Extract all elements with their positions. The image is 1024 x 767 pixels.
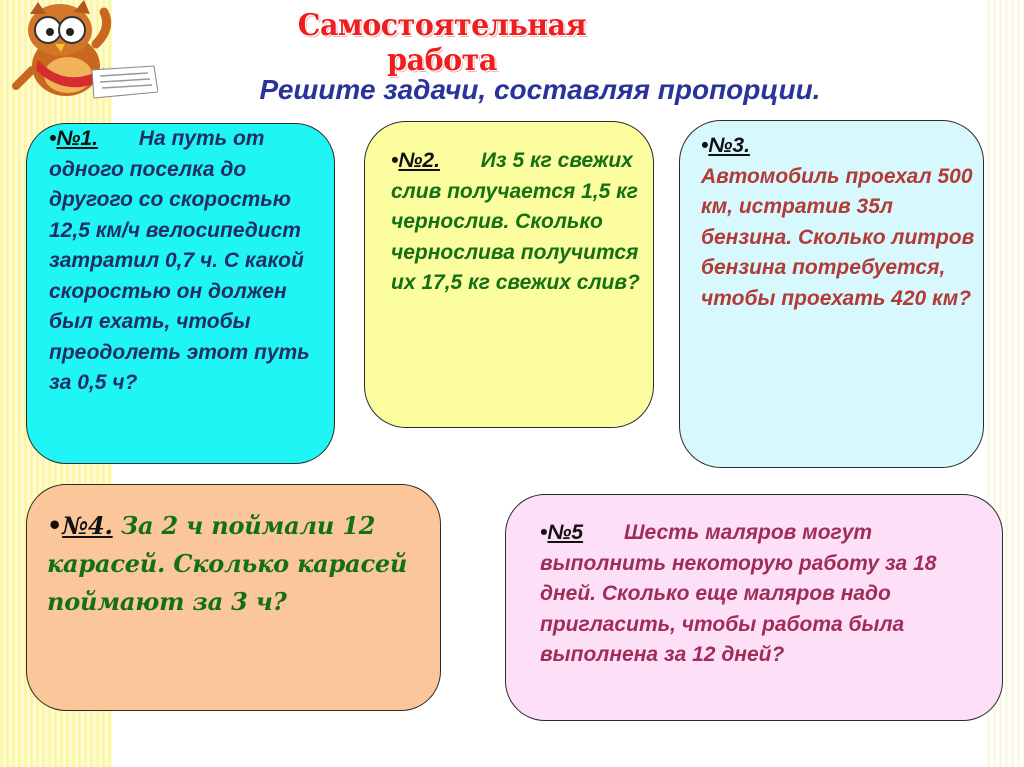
task-1-number: №1. bbox=[56, 127, 98, 150]
bullet-icon: • bbox=[701, 134, 709, 157]
task-4-number: №4. bbox=[62, 511, 113, 540]
bullet-icon: • bbox=[540, 521, 548, 544]
task-2-number: №2. bbox=[398, 149, 440, 172]
task-3-paragraph bbox=[701, 131, 975, 314]
task-4-text: За 2 ч поймали 12 карасей. Сколько карасей поймают за 3 ч? bbox=[47, 511, 408, 616]
task-4-paragraph bbox=[47, 507, 430, 621]
paper-sheet-icon bbox=[92, 66, 158, 98]
task-card-2 bbox=[364, 121, 654, 428]
task-1-paragraph bbox=[49, 124, 334, 399]
task-1-text: На путь от одного поселка до другого со скоростью 12,5 км/ч велосипедист затратил 0,7 ч. С какой скоростью он должен был ехать, чтобы преодолеть этот путь за 0,5 ч? bbox=[49, 127, 310, 394]
task-3-number: №3. bbox=[708, 134, 750, 157]
task-2-text: Из 5 кг свежих слив получается 1,5 кг чернослив. Сколько чернослива получится их 17,5 кг свежих слив? bbox=[391, 149, 640, 294]
owl-with-magnifier-icon bbox=[8, 0, 158, 104]
task-card-5 bbox=[505, 494, 1003, 721]
task-card-3 bbox=[679, 120, 984, 468]
bullet-icon: • bbox=[391, 149, 399, 172]
task-3-text: Автомобиль проехал 500 км, истратив 35л бензина. Сколько литров бензина потребуется, чтобы проехать 420 км? bbox=[701, 164, 975, 310]
task-2-paragraph bbox=[391, 146, 643, 299]
page-subtitle: Решите задачи, составляя пропорции. bbox=[259, 74, 821, 105]
task-card-4 bbox=[26, 484, 441, 711]
task-5-text: Шесть маляров могут выполнить некоторую работу за 18 дней. Сколько еще маляров надо пригласить, чтобы работа была выполнена за 12 дней? bbox=[540, 521, 937, 666]
bullet-icon: • bbox=[49, 127, 57, 150]
task-5-paragraph bbox=[540, 518, 992, 671]
page-title: Самостоятельная работа bbox=[297, 8, 587, 78]
task-card-1 bbox=[26, 123, 335, 464]
task-5-number: №5 bbox=[547, 521, 584, 544]
bullet-icon: • bbox=[47, 511, 63, 540]
